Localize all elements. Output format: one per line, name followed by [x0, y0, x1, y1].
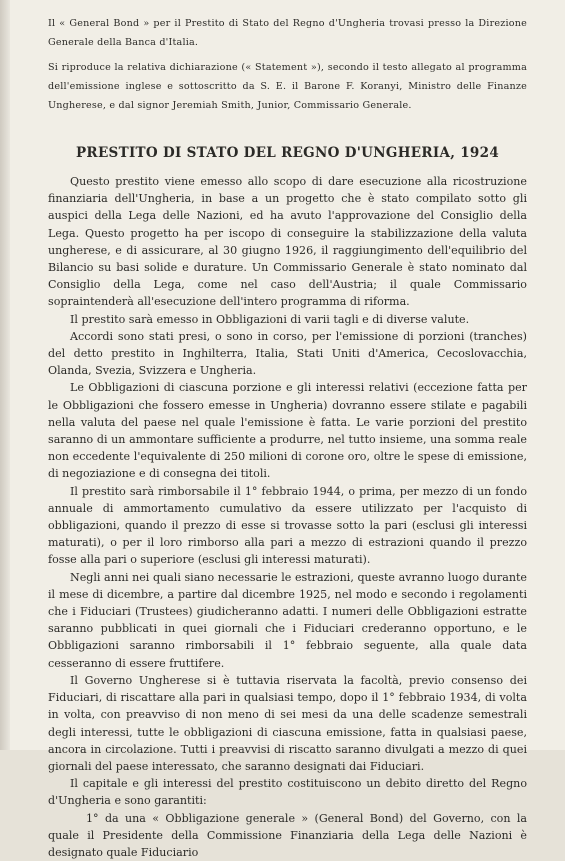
paragraph-currency: Le Obbligazioni di ciascuna porzione e gli interessi relativi (eccezione fatta per le Obbligazioni che fossero emesse in Ungheria) dovranno essere stilate e pagabili nella valuta del paese nel quale l'emissione è fatta. Le varie porzioni del prestito saranno di un ammontare sufficiente a produrre, nel tutto insieme, una somma reale non eccedente l'equivalente di 250 milioni di corone oro, oltre le spese di emissione, di negoziazione e di consegna dei titoli.: [48, 381, 527, 481]
header-note-statement: Si riproduce la relativa dichiarazione (« Statement »), secondo il testo allegato al programma dell'emissione inglese e sottoscritto da S. E. il Barone F. Koranyi, Ministro delle Finanze Ungherese, e dal signor Jeremiah Smith, Junior, Commissario Generale.: [48, 62, 527, 111]
paragraph-government-option: Il Governo Ungherese si è tuttavia riservata la facoltà, previo consenso dei Fiduciari, di riscattare alla pari in qualsiasi tempo, dopo il 1° febbraio 1934, di volta in volta, con preavviso di non meno di sei mesi da una delle scadenze semestrali degli interessi, tutte le obbligazioni di ciascuna emissione, fatta in qualsiasi paese, ancora in circolazione. Tutti i preavvisi di riscatto saranno divulgati a mezzo di quei giornali del paese interessato, che saranno designati dai Fiduciari.: [48, 673, 527, 773]
paragraph-purpose: Questo prestito viene emesso allo scopo di dare esecuzione alla ricostruzione finanziaria dell'Ungheria, in base a un progetto che è stato compilato sotto gli auspici della Lega delle Nazioni, ed ha avuto l'approvazione del Consiglio della Lega. Questo progetto ha per iscopo di conseguire la stabilizzazione della valuta ungherese, e di assicurare, al 30 giugno 1926, il raggiungimento dell'equilibrio del Bilancio su basi solide e durature. Un Commissario Generale è stato nominato dal Consiglio della Lega, come nel caso dell'Austria; il quale Commissario sopraintenderà all'esecuzione dell'intero programma di riforma.: [48, 175, 527, 309]
document-body: [48, 173, 527, 861]
paragraph-drawings: Negli anni nei quali siano necessarie le estrazioni, queste avranno luogo durante il mese di dicembre, a partire dal dicembre 1925, nel modo e secondo i regolamenti che i Fiduciari (Trustees) giudicheranno adatti. I numeri delle Obbligazioni estratte saranno pubblicati in quei giornali che i Fiduciari crederanno opportuno, e le Obbligazioni saranno rimborsabili il 1° febbraio seguente, alla quale data cesseranno di essere fruttifere.: [48, 570, 527, 670]
paragraph-guarantees: Il capitale e gli interessi del prestito costituiscono un debito diretto del Regno d'Ungheria e sono garantiti:: [48, 777, 527, 808]
paragraph-redemption: Il prestito sarà rimborsabile il 1° febbraio 1944, o prima, per mezzo di un fondo annuale di ammortamento cumulativo da essere utilizzato per l'acquisto di obbligazioni, quando il prezzo di esse si trovasse sotto la pari (esclusi gli interessi maturati), o per il loro rimborso alla pari a mezzo di estrazioni quando il prezzo fosse alla pari o superiore (esclusi gli interessi maturati).: [48, 484, 527, 567]
header-note-general-bond: Il « General Bond » per il Prestito di Stato del Regno d'Ungheria trovasi presso la Direzione Generale della Banca d'Italia.: [48, 18, 527, 48]
page-edge-shadow: [0, 0, 10, 750]
paragraph-tranches: Accordi sono stati presi, o sono in corso, per l'emissione di porzioni (tranches) del detto prestito in Inghilterra, Italia, Stati Uniti d'America, Cecoslovacchia, Olanda, Svezia, Svizzera e Ungheria.: [48, 329, 527, 378]
paragraph-bonds: Il prestito sarà emesso in Obbligazioni di varii tagli e di diverse valute.: [70, 312, 470, 326]
document-title: PRESTITO DI STATO DEL REGNO D'UNGHERIA, 1924: [75, 145, 500, 161]
paragraph-general-bond-item: 1° da una « Obbligazione generale » (General Bond) del Governo, con la quale il Presidente della Commissione Finanziaria della Lega delle Nazioni è designato quale Fiduciario: [48, 811, 527, 859]
header-notes: [48, 14, 527, 115]
